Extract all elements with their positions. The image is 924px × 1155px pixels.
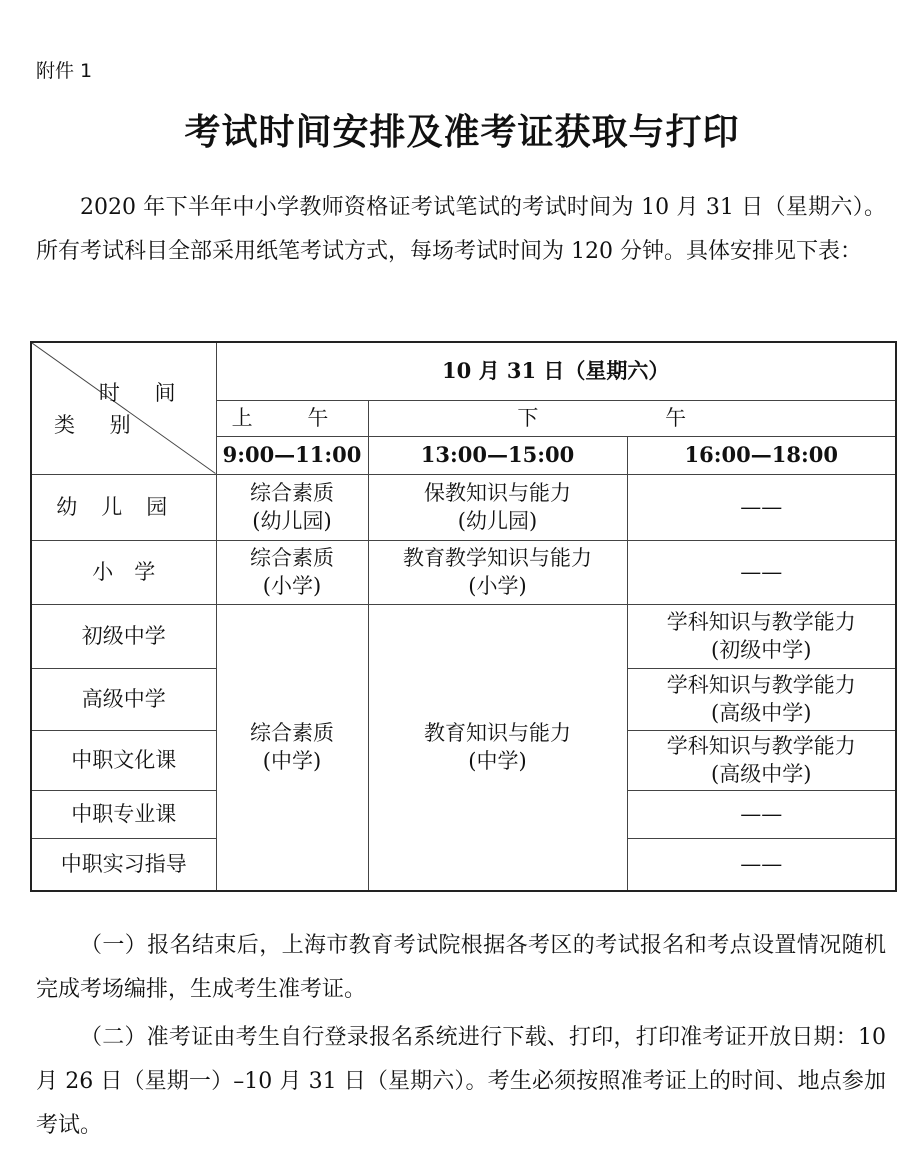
note-2: （二）准考证由考生自行登录报名系统进行下载、打印，打印准考证开放日期：10 月 26 日（星期一）–10 月 31 日（星期六）。考生必须按照准考证上的时间、地点参加考试。 [36, 1025, 886, 1138]
category-cell: 小 学 [31, 540, 216, 604]
subject-cell-middle-s2: 教育知识与能力 (中学) [368, 604, 627, 891]
table-row [31, 474, 896, 540]
period-morning: 上 午 [216, 400, 368, 436]
slot-3: 16:00—18:00 [627, 436, 896, 474]
category-cell: 中职文化课 [31, 730, 216, 790]
subject-cell: —— [627, 540, 896, 604]
subject-cell: —— [627, 790, 896, 838]
header-category-label: 类 别 [54, 413, 145, 437]
page-title: 考试时间安排及准考证获取与打印 [184, 112, 740, 153]
subject-cell: 综合素质 (小学) [216, 540, 368, 604]
exam-date: 10 月 31 日（星期六） [216, 342, 896, 400]
subject-cell: 学科知识与教学能力 (高级中学) [627, 668, 896, 730]
subject-cell: 学科知识与教学能力 (高级中学) [627, 730, 896, 790]
diagonal-line [32, 343, 216, 474]
subject-cell: 学科知识与教学能力 (初级中学) [627, 604, 896, 668]
subject-cell: —— [627, 838, 896, 891]
subject-cell: 保教知识与能力 (幼儿园) [368, 474, 627, 540]
subject-cell: 教育教学知识与能力 (小学) [368, 540, 627, 604]
table-header-row [31, 342, 896, 400]
period-afternoon: 下 午 [368, 400, 896, 436]
category-cell: 幼儿园 [31, 474, 216, 540]
table-row [31, 604, 896, 668]
category-cell: 高级中学 [31, 668, 216, 730]
subject-cell-middle-s1: 综合素质 (中学) [216, 604, 368, 891]
header-diagonal-cell [31, 342, 216, 474]
category-cell: 中职专业课 [31, 790, 216, 838]
header-time-label: 时 间 [98, 381, 190, 405]
table-row [31, 540, 896, 604]
subject-cell: 综合素质 (幼儿园) [216, 474, 368, 540]
category-cell: 中职实习指导 [31, 838, 216, 891]
attachment-label: 附件 1 [36, 60, 93, 82]
subject-cell: —— [627, 474, 896, 540]
slot-1: 9:00—11:00 [216, 436, 368, 474]
category-cell: 初级中学 [31, 604, 216, 668]
slot-2: 13:00—15:00 [368, 436, 627, 474]
intro-paragraph: 2020 年下半年中小学教师资格证考试笔试的考试时间为 10 月 31 日（星期六）。所有考试科目全部采用纸笔考试方式，每场考试时间为 120 分钟。具体安排见下表： [36, 195, 886, 264]
schedule-table [30, 341, 897, 892]
note-1: （一）报名结束后，上海市教育考试院根据各考区的考试报名和考点设置情况随机完成考场编排，生成考生准考证。 [36, 933, 886, 1002]
